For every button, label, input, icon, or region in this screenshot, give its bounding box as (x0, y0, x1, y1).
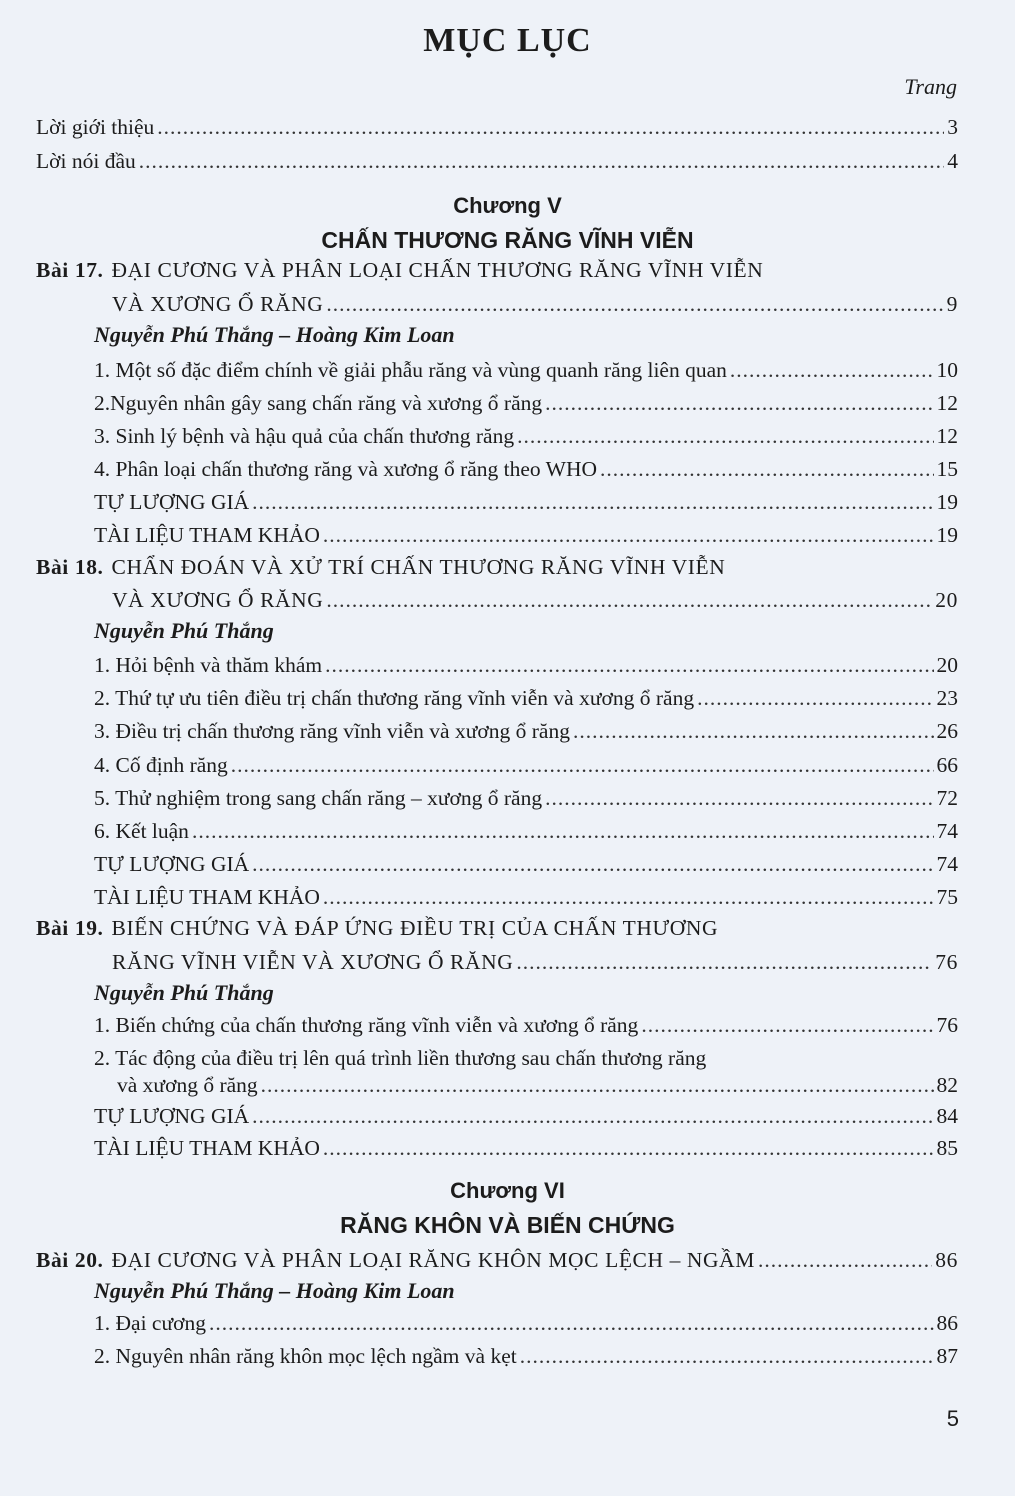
chapter-title: RĂNG KHÔN VÀ BIẾN CHỨNG (340, 1212, 675, 1238)
lesson-heading[interactable]: Bài 18. CHẨN ĐOÁN VÀ XỬ TRÍ CHẤN THƯƠNG RĂNG VĨNH VIỄN (36, 555, 726, 579)
toc-entry[interactable]: TÀI LIỆU THAM KHẢO ..... 75 (94, 881, 958, 913)
toc-entry-line[interactable]: 2. Tác động của điều trị lên quá trình liền thương sau chấn thương răng (94, 1046, 707, 1070)
toc-entry[interactable]: và xương ổ răng ..... 82 (117, 1069, 958, 1101)
toc-entry[interactable]: 4. Phân loại chấn thương răng và xương ổ răng theo WHO ..... 15 (94, 453, 958, 485)
lesson-heading[interactable]: Bài 19. BIẾN CHỨNG VÀ ĐÁP ỨNG ĐIỀU TRỊ CỦA CHẤN THƯƠNG (36, 916, 719, 940)
toc-entry[interactable]: 1. Biến chứng của chấn thương răng vĩnh viễn và xương ổ răng ..... 76 (94, 1009, 958, 1041)
author: Nguyễn Phú Thắng (94, 980, 274, 1005)
lesson-heading[interactable]: Bài 17. ĐẠI CƯƠNG VÀ PHÂN LOẠI CHẤN THƯƠNG RĂNG VĨNH VIỄN (36, 258, 764, 282)
author: Nguyễn Phú Thắng – Hoàng Kim Loan (94, 1278, 455, 1303)
toc-entry[interactable]: TÀI LIỆU THAM KHẢO ..... 85 (94, 1132, 958, 1164)
lesson-heading-cont[interactable]: VÀ XƯƠNG Ổ RĂNG ..... 9 (112, 288, 958, 320)
author: Nguyễn Phú Thắng – Hoàng Kim Loan (94, 322, 455, 347)
toc-entry[interactable]: 1. Đại cương ..... 86 (94, 1307, 958, 1339)
toc-entry[interactable]: TỰ LƯỢNG GIÁ ..... 74 (94, 848, 958, 880)
chapter-heading: Chương V (453, 193, 562, 218)
toc-entry[interactable]: 2.Nguyên nhân gây sang chấn răng và xương ổ răng ..... 12 (94, 387, 958, 419)
author: Nguyễn Phú Thắng (94, 618, 274, 643)
toc-entry[interactable]: 1. Một số đặc điểm chính về giải phẫu răng và vùng quanh răng liên quan ..... 10 (94, 354, 958, 386)
toc-entry[interactable]: Lời nói đầu ..... 4 (36, 145, 958, 177)
lesson-heading-cont[interactable]: RĂNG VĨNH VIỄN VÀ XƯƠNG Ổ RĂNG ..... 76 (112, 946, 958, 978)
toc-entry[interactable]: Lời giới thiệu ..... 3 (36, 111, 958, 143)
toc-entry[interactable]: 1. Hỏi bệnh và thăm khám ..... 20 (94, 649, 958, 681)
chapter-title: CHẤN THƯƠNG RĂNG VĨNH VIỄN (321, 227, 694, 253)
toc-entry[interactable]: 3. Điều trị chấn thương răng vĩnh viễn và xương ổ răng ..... 26 (94, 715, 958, 747)
toc-entry[interactable]: 4. Cố định răng ..... 66 (94, 749, 958, 781)
toc-entry[interactable]: 2. Thứ tự ưu tiên điều trị chấn thương răng vĩnh viễn và xương ổ răng ..... 23 (94, 682, 958, 714)
chapter-heading: Chương VI (450, 1178, 565, 1203)
toc-entry[interactable]: TÀI LIỆU THAM KHẢO ..... 19 (94, 519, 958, 551)
toc-entry[interactable]: 6. Kết luận ..... 74 (94, 815, 958, 847)
toc-entry[interactable]: 3. Sinh lý bệnh và hậu quả của chấn thương răng ..... 12 (94, 420, 958, 452)
toc-entry[interactable]: 2. Nguyên nhân răng khôn mọc lệch ngầm và kẹt ..... 87 (94, 1340, 958, 1372)
toc-entry[interactable]: 5. Thử nghiệm trong sang chấn răng – xương ổ răng ..... 72 (94, 782, 958, 814)
page-title: MỤC LỤC (423, 22, 592, 59)
lesson-heading-cont[interactable]: VÀ XƯƠNG Ổ RĂNG ..... 20 (112, 584, 958, 616)
lesson-heading[interactable]: Bài 20. ĐẠI CƯƠNG VÀ PHÂN LOẠI RĂNG KHÔN MỌC LỆCH – NGẦM ..... 86 (36, 1244, 958, 1276)
page-column-label: Trang (904, 74, 957, 99)
toc-entry[interactable]: TỰ LƯỢNG GIÁ ..... 19 (94, 486, 958, 518)
page-number: 5 (946, 1406, 959, 1431)
toc-entry[interactable]: TỰ LƯỢNG GIÁ ..... 84 (94, 1100, 958, 1132)
